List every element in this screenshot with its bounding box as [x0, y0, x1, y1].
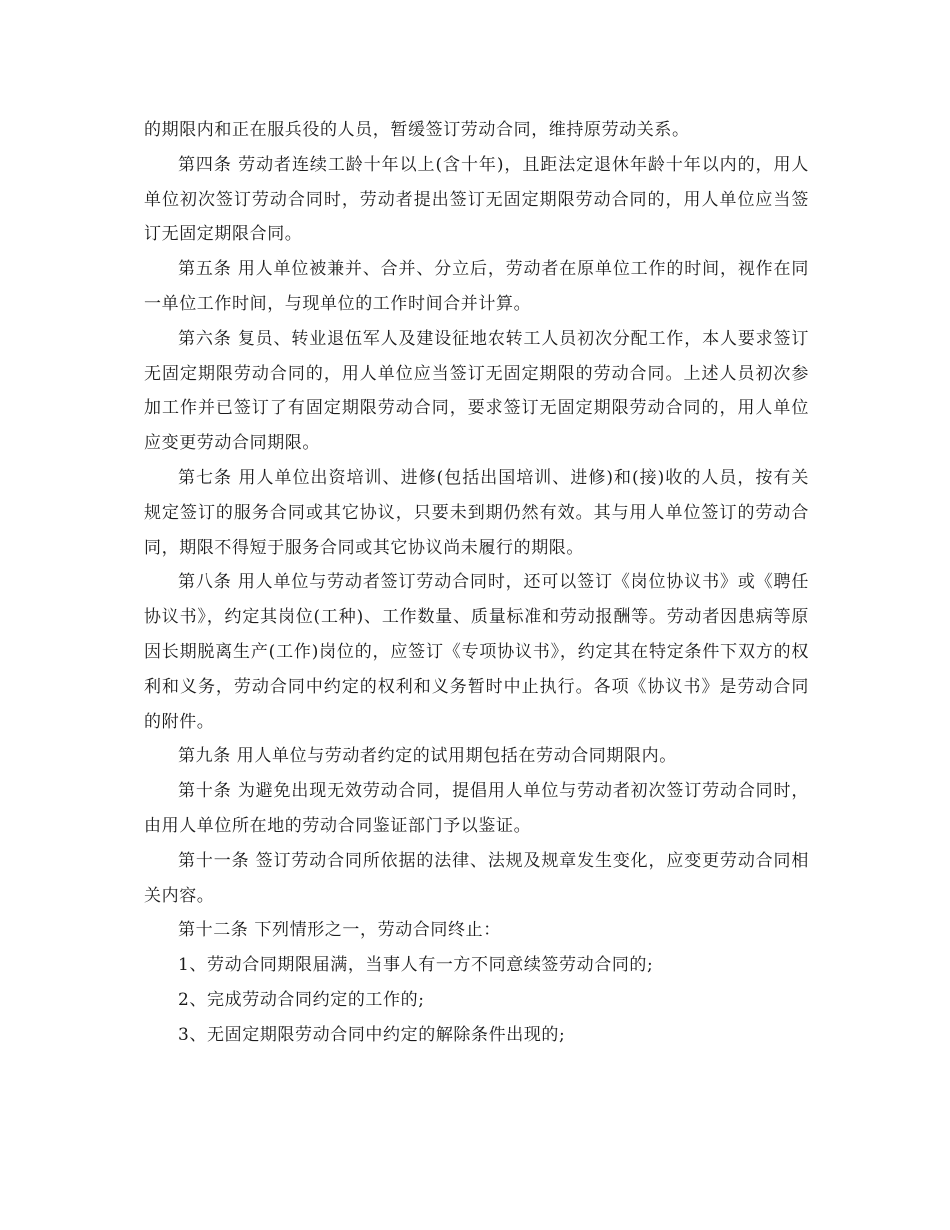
paragraph-article-9: 第九条 用人单位与劳动者约定的试用期包括在劳动合同期限内。 — [178, 746, 677, 767]
paragraph-article-10: 第十条 为避免出现无效劳动合同，提倡用人单位与劳动者初次签订劳动合同时，由用人单位所在地的劳动合同鉴证部门予以鉴证。 — [144, 781, 809, 836]
paragraph-article-7: 第七条 用人单位出资培训、进修(包括出国培训、进修)和(接)收的人员，按有关规定签订的服务合同或其它协议，只要未到期仍然有效。其与用人单位签订的劳动合同，期限不得短于服务合同或其它协议尚未履行的期限。 — [144, 467, 809, 558]
paragraph-article-5: 第五条 用人单位被兼并、合并、分立后，劳动者在原单位工作的时间，视作在同一单位工作时间，与现单位的工作时间合并计算。 — [144, 259, 809, 314]
paragraph-article-8: 第八条 用人单位与劳动者签订劳动合同时，还可以签订《岗位协议书》或《聘任协议书》，约定其岗位(工种)、工作数量、质量标准和劳动报酬等。劳动者因患病等原因长期脱离生产(工作)岗位的，应签订《专项协议书》，约定其在特定条件下双方的权利和义务，劳动合同中约定的权利和义务暂时中止执行。各项《协议书》是劳动合同的附件。 — [144, 572, 809, 732]
paragraph-article-6: 第六条 复员、转业退伍军人及建设征地农转工人员初次分配工作，本人要求签订无固定期限劳动合同的，用人单位应当签订无固定期限的劳动合同。上述人员初次参加工作并已签订了有固定期限劳动合同，要求签订无固定期限劳动合同的，用人单位应变更劳动合同期限。 — [144, 328, 809, 454]
paragraph-article-4: 第四条 劳动者连续工龄十年以上(含十年)，且距法定退休年龄十年以内的，用人单位初次签订劳动合同时，劳动者提出签订无固定期限劳动合同的，用人单位应当签订无固定期限合同。 — [144, 154, 809, 245]
paragraph-continuation: 的期限内和正在服兵役的人员，暂缓签订劳动合同，维持原劳动关系。 — [144, 120, 690, 140]
list-item-1: 1、劳动合同期限届满，当事人有一方不同意续签劳动合同的; — [178, 955, 654, 976]
paragraph-article-11: 第十一条 签订劳动合同所依据的法律、法规及规章发生变化，应变更劳动合同相关内容。 — [144, 850, 809, 906]
paragraph-article-12: 第十二条 下列情形之一，劳动合同终止： — [178, 920, 501, 941]
list-item-2: 2、完成劳动合同约定的工作的; — [178, 989, 425, 1010]
list-item-3: 3、无固定期限劳动合同中约定的解除条件出现的; — [178, 1024, 566, 1045]
document-body — [144, 113, 809, 1053]
